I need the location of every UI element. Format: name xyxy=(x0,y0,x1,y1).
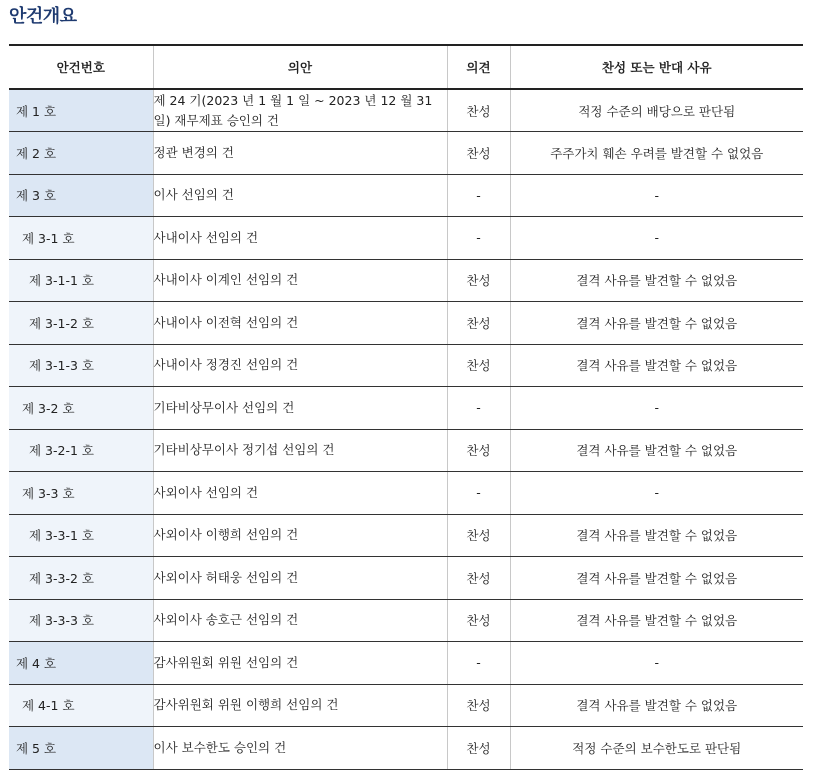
agenda-reason: - xyxy=(510,387,803,430)
table-row xyxy=(9,727,803,770)
agenda-title: 정관 변경의 건 xyxy=(153,132,447,175)
agenda-number: 제 4 호 xyxy=(9,642,153,685)
agenda-opinion: 찬성 xyxy=(447,259,510,302)
agenda-title: 사내이사 선임의 건 xyxy=(153,217,447,260)
agenda-title: 기타비상무이사 정기섭 선임의 건 xyxy=(153,429,447,472)
header-title: 의안 xyxy=(153,45,447,89)
agenda-number: 제 3-3-2 호 xyxy=(9,557,153,600)
table-header xyxy=(9,45,803,89)
table-row xyxy=(9,599,803,642)
agenda-number: 제 5 호 xyxy=(9,727,153,770)
agenda-opinion: 찬성 xyxy=(447,557,510,600)
agenda-opinion: - xyxy=(447,217,510,260)
agenda-number: 제 2 호 xyxy=(9,132,153,175)
agenda-title: 사내이사 정경진 선임의 건 xyxy=(153,344,447,387)
agenda-reason: 결격 사유를 발견할 수 없었음 xyxy=(510,599,803,642)
agenda-title: 감사위원회 위원 선임의 건 xyxy=(153,642,447,685)
agenda-opinion: - xyxy=(447,472,510,515)
table-row xyxy=(9,557,803,600)
header-reason: 찬성 또는 반대 사유 xyxy=(510,45,803,89)
agenda-reason: - xyxy=(510,472,803,515)
table-row xyxy=(9,132,803,175)
agenda-opinion: 찬성 xyxy=(447,302,510,345)
table-row xyxy=(9,344,803,387)
header-opinion: 의견 xyxy=(447,45,510,89)
agenda-number: 제 3-2-1 호 xyxy=(9,429,153,472)
agenda-opinion: 찬성 xyxy=(447,429,510,472)
agenda-reason: 결격 사유를 발견할 수 없었음 xyxy=(510,684,803,727)
agenda-title: 사외이사 선임의 건 xyxy=(153,472,447,515)
agenda-reason: 결격 사유를 발견할 수 없었음 xyxy=(510,429,803,472)
agenda-number: 제 3-3-3 호 xyxy=(9,599,153,642)
agenda-number: 제 3-2 호 xyxy=(9,387,153,430)
table-row xyxy=(9,684,803,727)
agenda-title: 제 24 기(2023 년 1 월 1 일 ~ 2023 년 12 월 31 일) 재무제표 승인의 건 xyxy=(153,89,447,132)
agenda-opinion: 찬성 xyxy=(447,344,510,387)
agenda-title: 사내이사 이계인 선임의 건 xyxy=(153,259,447,302)
agenda-title: 기타비상무이사 선임의 건 xyxy=(153,387,447,430)
table-row xyxy=(9,217,803,260)
agenda-reason: - xyxy=(510,217,803,260)
agenda-reason: 적정 수준의 보수한도로 판단됨 xyxy=(510,727,803,770)
agenda-title: 사외이사 이행희 선임의 건 xyxy=(153,514,447,557)
agenda-opinion: 찬성 xyxy=(447,89,510,132)
agenda-opinion: - xyxy=(447,387,510,430)
agenda-opinion: 찬성 xyxy=(447,599,510,642)
agenda-opinion: 찬성 xyxy=(447,132,510,175)
agenda-opinion: 찬성 xyxy=(447,514,510,557)
agenda-title: 사외이사 허태웅 선임의 건 xyxy=(153,557,447,600)
agenda-opinion: 찬성 xyxy=(447,684,510,727)
table-row xyxy=(9,642,803,685)
agenda-reason: 주주가치 훼손 우려를 발견할 수 없었음 xyxy=(510,132,803,175)
agenda-table xyxy=(9,44,803,770)
agenda-title: 이사 보수한도 승인의 건 xyxy=(153,727,447,770)
header-number: 안건번호 xyxy=(9,45,153,89)
agenda-opinion: - xyxy=(447,642,510,685)
table-row xyxy=(9,259,803,302)
agenda-reason: 결격 사유를 발견할 수 없었음 xyxy=(510,557,803,600)
table-row xyxy=(9,514,803,557)
table-row xyxy=(9,174,803,217)
agenda-number: 제 3-1-3 호 xyxy=(9,344,153,387)
agenda-number: 제 3-3 호 xyxy=(9,472,153,515)
agenda-reason: 적정 수준의 배당으로 판단됨 xyxy=(510,89,803,132)
agenda-title: 사내이사 이전혁 선임의 건 xyxy=(153,302,447,345)
agenda-number: 제 3-1-2 호 xyxy=(9,302,153,345)
agenda-number: 제 3-1-1 호 xyxy=(9,259,153,302)
agenda-number: 제 3-3-1 호 xyxy=(9,514,153,557)
agenda-reason: 결격 사유를 발견할 수 없었음 xyxy=(510,259,803,302)
page-title: 안건개요 xyxy=(9,6,77,27)
agenda-number: 제 4-1 호 xyxy=(9,684,153,727)
agenda-number: 제 1 호 xyxy=(9,89,153,132)
agenda-title: 이사 선임의 건 xyxy=(153,174,447,217)
agenda-reason: - xyxy=(510,174,803,217)
table-row xyxy=(9,302,803,345)
table-row xyxy=(9,89,803,132)
agenda-number: 제 3-1 호 xyxy=(9,217,153,260)
agenda-reason: - xyxy=(510,642,803,685)
agenda-reason: 결격 사유를 발견할 수 없었음 xyxy=(510,514,803,557)
table-row xyxy=(9,429,803,472)
agenda-reason: 결격 사유를 발견할 수 없었음 xyxy=(510,302,803,345)
agenda-title: 사외이사 송호근 선임의 건 xyxy=(153,599,447,642)
agenda-number: 제 3 호 xyxy=(9,174,153,217)
agenda-reason: 결격 사유를 발견할 수 없었음 xyxy=(510,344,803,387)
table-body xyxy=(9,89,803,769)
agenda-opinion: 찬성 xyxy=(447,727,510,770)
agenda-opinion: - xyxy=(447,174,510,217)
table-row xyxy=(9,387,803,430)
table-row xyxy=(9,472,803,515)
agenda-title: 감사위원회 위원 이행희 선임의 건 xyxy=(153,684,447,727)
